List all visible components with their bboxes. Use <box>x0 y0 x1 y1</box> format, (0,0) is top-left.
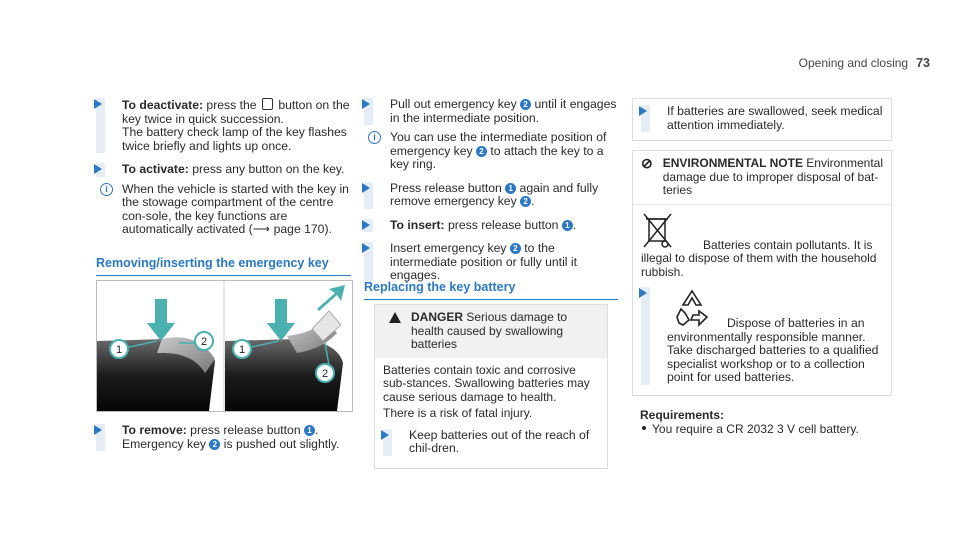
requirements-title: Requirements: <box>640 408 725 422</box>
arrow-icon <box>639 106 647 116</box>
danger-header: DANGER Serious damage to health caused by swallowing batteries <box>375 305 607 358</box>
info-icon: i <box>368 131 381 144</box>
step-insert-key: Insert emergency key 2 to the intermediate position or fully until it engages. <box>364 242 618 283</box>
info-note: i You can use the intermediate position of emergency key 2 to attach the key to a key ring. <box>364 131 618 172</box>
callout-2-icon: 2 <box>510 243 521 254</box>
no-pollution-icon: ⊘ <box>641 155 653 171</box>
callout-1-icon: 1 <box>562 220 573 231</box>
section-title-key-battery: Replacing the key battery <box>364 280 618 300</box>
step-medical: If batteries are swallowed, seek medical attention immediately. <box>641 105 883 132</box>
arrow-icon <box>94 164 102 174</box>
svg-text:2: 2 <box>200 336 208 348</box>
danger-box <box>374 304 608 469</box>
section-name: Opening and closing <box>798 56 909 70</box>
bullet-icon <box>642 426 646 430</box>
arrow-icon <box>381 430 389 440</box>
swallowed-box <box>632 98 892 141</box>
page-reference-arrow-icon: ⟶ <box>252 222 271 236</box>
step-keep-away: Keep batteries out of the reach of chil-dren. <box>383 429 599 456</box>
step-insert: To insert: press release button 1 . <box>364 219 618 233</box>
key-illustration <box>96 280 353 412</box>
callout-2-icon: 2 <box>209 439 220 450</box>
arrow-icon <box>639 288 647 298</box>
page-number: 73 <box>916 56 930 70</box>
env-header: ⊘ ENVIRONMENTAL NOTE Environmental damage due to improper disposal of bat-teries <box>641 155 884 197</box>
step-pull-out: Pull out emergency key 2 until it engages in the intermediate position. <box>364 98 618 125</box>
lock-icon <box>262 98 273 110</box>
step-deactivate: To deactivate: press the button on the key twice in quick succession. The battery check lamp of the key flashes twice briefly and lights up once. <box>96 98 351 153</box>
arrow-icon <box>94 425 102 435</box>
remove-step-container <box>96 424 351 461</box>
callout-2-icon: 2 <box>520 196 531 207</box>
arrow-icon <box>362 183 370 193</box>
warning-triangle-icon <box>389 312 401 323</box>
section-title-emergency-key: Removing/inserting the emergency key <box>96 256 351 276</box>
step-activate: To activate: press any button on the key. <box>96 163 351 177</box>
svg-text:2: 2 <box>321 368 329 380</box>
svg-text:1: 1 <box>238 344 246 356</box>
arrow-icon <box>362 220 370 230</box>
environmental-note-box <box>632 150 892 396</box>
column-2 <box>364 98 618 293</box>
arrow-icon <box>362 243 370 253</box>
info-icon: i <box>100 183 113 196</box>
step-dispose: Dispose of batteries in an environmentally responsible manner. Take discharged batteries to a qualified specialist workshop or to a collection point for used batteries. <box>641 287 883 385</box>
callout-2-icon: 2 <box>476 146 487 157</box>
callout-1-icon: 1 <box>505 183 516 194</box>
callout-1-icon: 1 <box>304 425 315 436</box>
emergency-key-illustration <box>97 281 352 411</box>
arrow-icon <box>362 99 370 109</box>
env-pollutants: Batteries contain pollutants. It is illegal to dispose of them with the household rubbish. Dispose of batteries in an environmentally responsible manner. Take discharged batteries to a qualified specialist workshop or to a collection point for used batteries. <box>633 204 891 395</box>
step-press-release: Press release button 1 again and fully remove emergency key 2 . <box>364 182 618 209</box>
svg-text:1: 1 <box>115 344 123 356</box>
danger-body: Batteries contain toxic and corrosive sub-stances. Swallowing batteries may cause serious damage to health. There is a risk of fatal injury. Keep batteries out of the reach of chil-dren. <box>375 358 607 468</box>
step-remove: To remove: press release button 1 . Emergency key 2 is pushed out slightly. <box>96 424 351 451</box>
callout-2-icon: 2 <box>520 99 531 110</box>
requirements <box>640 408 859 436</box>
arrow-icon <box>94 99 102 109</box>
crossed-bin-icon <box>641 211 675 251</box>
page-header <box>799 56 930 70</box>
info-note: i When the vehicle is started with the key in the stowage compartment of the centre con-sole, the key functions are automatically activated (⟶ page 170). <box>96 183 351 237</box>
column-1 <box>96 98 351 247</box>
requirement-item: You require a CR 2032 3 V cell battery. <box>640 422 859 436</box>
